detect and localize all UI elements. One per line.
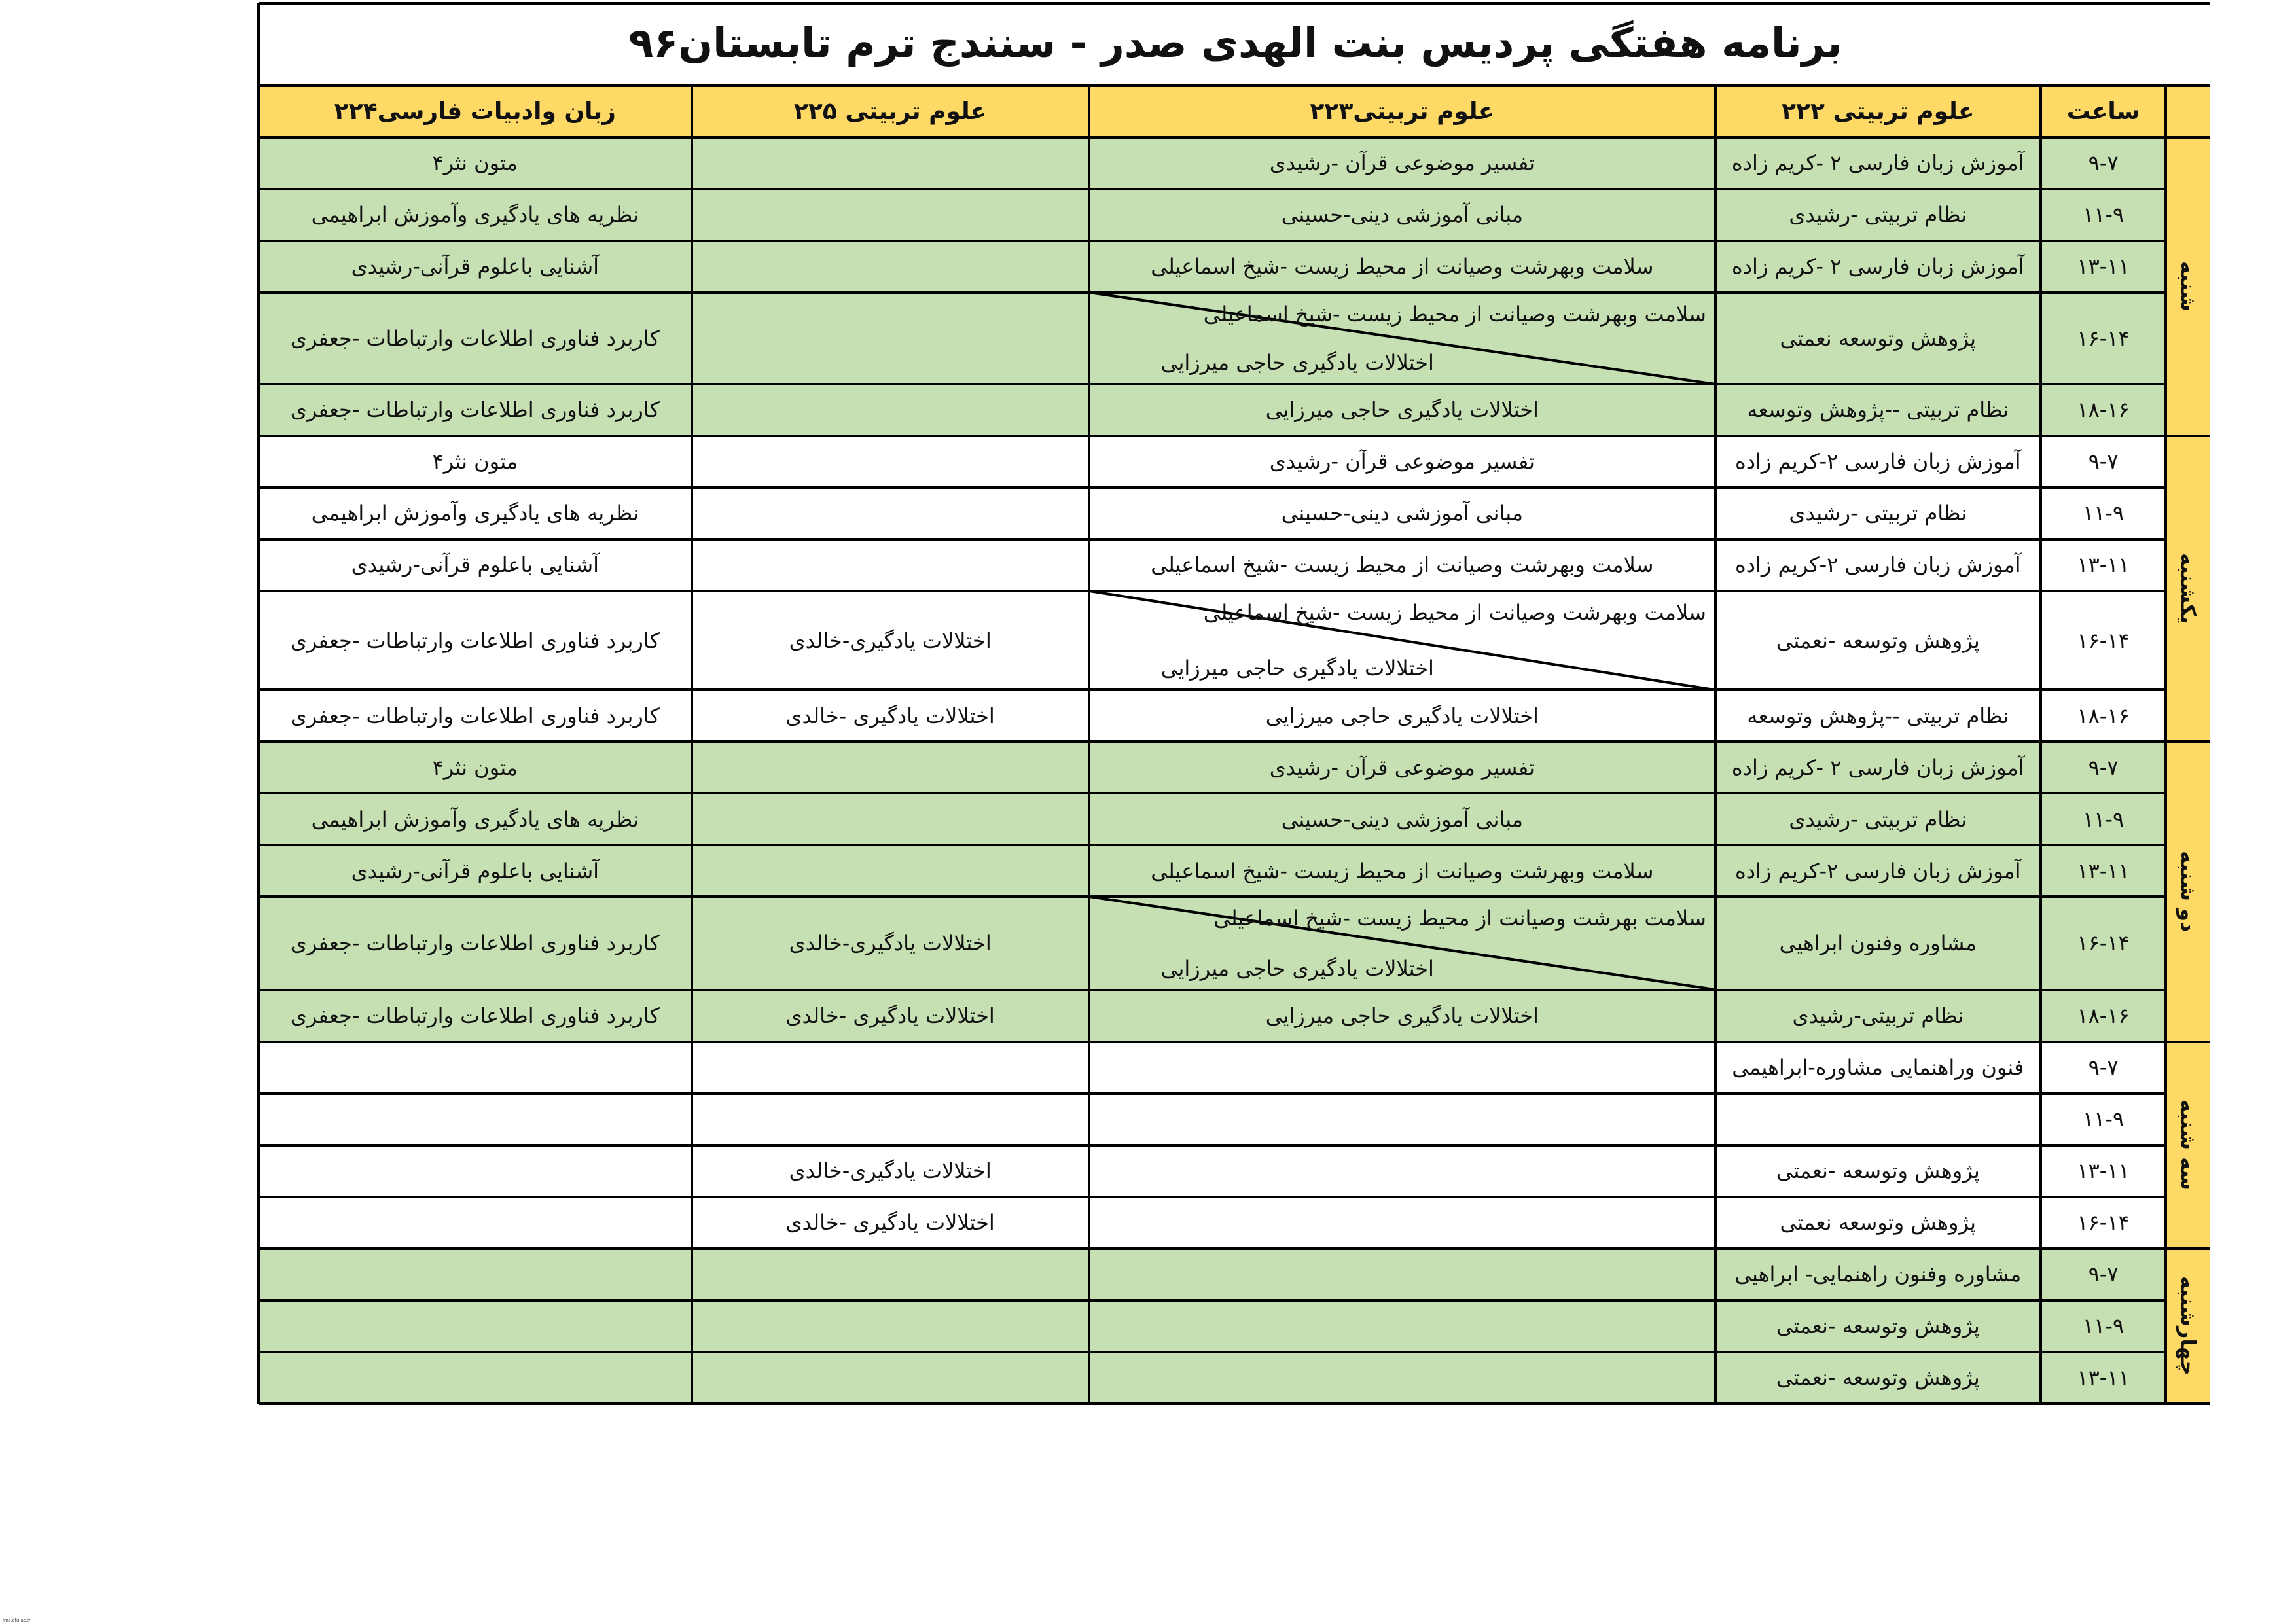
course-cell-224: نظریه های یادگیری وآموزش ابراهیمی (259, 189, 691, 241)
day-label: یکشنبه (2166, 436, 2210, 741)
split-course-bottom: اختلالات یادگیری حاجی میرزایی (1160, 955, 1434, 981)
course-cell-223 (1089, 1249, 1715, 1300)
time-cell: ۱۳-۱۱ (2041, 845, 2166, 897)
grid-line-h (259, 844, 2166, 846)
course-cell-222: نظام تربیتی-رشیدی (1715, 990, 2041, 1042)
time-cell: ۱۳-۱۱ (2041, 539, 2166, 591)
header-c222: علوم تربیتی ۲۲۲ (1715, 86, 2041, 137)
time-cell: ۹-۷ (2041, 1042, 2166, 1094)
grid-line-h (259, 1196, 2166, 1198)
course-cell-225 (692, 241, 1089, 293)
grid-line-h (259, 792, 2166, 794)
split-cell-223 (1089, 591, 1715, 690)
course-cell-222: نظام تربیتی --پژوهش وتوسعه (1715, 690, 2041, 741)
split-course-top: سلامت وبهرشت وصیانت از محیط زیست -شیخ اسماعیلی (1203, 301, 1706, 327)
course-cell-223: تفسیر موضوعی قرآن -رشیدی (1089, 741, 1715, 793)
course-cell-225: اختلالات یادگیری -خالدی (692, 1197, 1089, 1249)
table-top-border (259, 2, 2210, 5)
course-cell-222: پژوهش وتوسعه -نعمتی (1715, 1352, 2041, 1404)
time-cell: ۱۸-۱۶ (2041, 690, 2166, 741)
grid-line-h (259, 435, 2210, 437)
course-cell-224 (259, 1300, 691, 1352)
grid-line-v (1714, 86, 1717, 1404)
course-cell-224: متون نثر۴ (259, 137, 691, 189)
course-cell-223: سلامت وبهرشت وصیانت از محیط زیست -شیخ اسماعیلی (1089, 241, 1715, 293)
course-cell-223 (1089, 1042, 1715, 1094)
course-cell-225 (692, 793, 1089, 845)
time-cell: ۱۸-۱۶ (2041, 384, 2166, 436)
course-cell-223: مبانی آموزشی دینی-حسینی (1089, 189, 1715, 241)
page-title: برنامه هفتگی پردیس بنت الهدی صدر - سنندج ترم تابستان۹۶ (628, 19, 1842, 67)
course-cell-224: آشنایی باعلوم قرآنی-رشیدی (259, 539, 691, 591)
course-cell-225 (692, 1042, 1089, 1094)
course-cell-222: نظام تربیتی --پژوهش وتوسعه (1715, 384, 2041, 436)
course-cell-225 (692, 741, 1089, 793)
course-cell-224 (259, 1249, 691, 1300)
day-label: سه شنبه (2166, 1042, 2210, 1249)
course-cell-225: اختلالات یادگیری-خالدی (692, 897, 1089, 990)
course-cell-222: آموزش زبان فارسی ۲-کریم زاده (1715, 436, 2041, 488)
course-cell-224: کاربرد فناوری اطلاعات وارتباطات -جعفری (259, 897, 691, 990)
course-cell-224: کاربرد فناوری اطلاعات وارتباطات -جعفری (259, 591, 691, 690)
time-cell: ۱۳-۱۱ (2041, 1145, 2166, 1197)
course-cell-223: مبانی آموزشی دینی-حسینی (1089, 793, 1715, 845)
grid-line-h (259, 188, 2166, 190)
course-cell-223: تفسیر موضوعی قرآن -رشیدی (1089, 436, 1715, 488)
course-cell-223 (1089, 1145, 1715, 1197)
course-cell-225 (692, 1352, 1089, 1404)
course-cell-225 (692, 1249, 1089, 1300)
time-cell: ۱۳-۱۱ (2041, 241, 2166, 293)
course-cell-223 (1089, 1300, 1715, 1352)
time-cell: ۱۱-۹ (2041, 488, 2166, 539)
grid-line-h (259, 989, 2166, 991)
course-cell-222: پژوهش وتوسعه نعمتی (1715, 293, 2041, 384)
grid-line-h (259, 590, 2166, 592)
course-cell-222: آموزش زبان فارسی ۲ -کریم زاده (1715, 241, 2041, 293)
grid-line-h (259, 240, 2166, 242)
course-cell-223: سلامت وبهرشت وصیانت از محیط زیست -شیخ اسماعیلی (1089, 539, 1715, 591)
course-cell-224: متون نثر۴ (259, 436, 691, 488)
course-cell-222: آموزش زبان فارسی ۲ -کریم زاده (1715, 741, 2041, 793)
course-cell-223: اختلالات یادگیری حاجی میرزایی (1089, 990, 1715, 1042)
grid-line-h (259, 740, 2210, 743)
day-label: چهارشنبه (2166, 1249, 2210, 1404)
course-cell-224 (259, 1197, 691, 1249)
grid-line-h (259, 895, 2166, 898)
course-cell-223 (1089, 1094, 1715, 1145)
course-cell-222 (1715, 1094, 2041, 1145)
time-cell: ۹-۷ (2041, 436, 2166, 488)
course-cell-225 (692, 539, 1089, 591)
course-cell-224: نظریه های یادگیری وآموزش ابراهیمی (259, 488, 691, 539)
grid-line-v (691, 86, 693, 1404)
course-cell-224: کاربرد فناوری اطلاعات وارتباطات -جعفری (259, 293, 691, 384)
course-cell-225: اختلالات یادگیری -خالدی (692, 990, 1089, 1042)
header-day-corner (2166, 86, 2210, 137)
grid-line-v (2039, 86, 2042, 1404)
header-c224: زبان وادبیات فارسی۲۲۴ (259, 86, 691, 137)
time-cell: ۱۱-۹ (2041, 189, 2166, 241)
time-cell: ۱۶-۱۴ (2041, 591, 2166, 690)
split-course-top: سلامت وبهرشت وصیانت از محیط زیست -شیخ اسماعیلی (1203, 600, 1706, 625)
course-cell-224: نظریه های یادگیری وآموزش ابراهیمی (259, 793, 691, 845)
course-cell-222: فنون وراهنمایی مشاوره-ابراهیمی (1715, 1042, 2041, 1094)
header-time: ساعت (2041, 86, 2166, 137)
course-cell-225: اختلالات یادگیری -خالدی (692, 690, 1089, 741)
course-cell-224: کاربرد فناوری اطلاعات وارتباطات -جعفری (259, 384, 691, 436)
header-bottom-border (259, 136, 2210, 139)
time-cell: ۹-۷ (2041, 1249, 2166, 1300)
course-cell-224: کاربرد فناوری اطلاعات وارتباطات -جعفری (259, 990, 691, 1042)
course-cell-225 (692, 137, 1089, 189)
split-course-bottom: اختلالات یادگیری حاجی میرزایی (1160, 349, 1434, 375)
footer-watermark: lms.cfu.ac.ir (3, 1618, 31, 1623)
grid-line-h (259, 1351, 2166, 1353)
course-cell-222: نظام تربیتی -رشیدی (1715, 189, 2041, 241)
course-cell-225 (692, 384, 1089, 436)
header-c225: علوم تربیتی ۲۲۵ (692, 86, 1089, 137)
time-cell: ۱۳-۱۱ (2041, 1352, 2166, 1404)
course-cell-225 (692, 1300, 1089, 1352)
grid-line-v (1088, 86, 1090, 1404)
time-cell: ۱۱-۹ (2041, 793, 2166, 845)
course-cell-223 (1089, 1352, 1715, 1404)
course-cell-222: نظام تربیتی -رشیدی (1715, 488, 2041, 539)
course-cell-223: تفسیر موضوعی قرآن -رشیدی (1089, 137, 1715, 189)
time-cell: ۱۱-۹ (2041, 1094, 2166, 1145)
split-cell-223 (1089, 293, 1715, 384)
grid-line-h (259, 1247, 2210, 1250)
grid-line-v (2164, 86, 2167, 1404)
course-cell-224: آشنایی باعلوم قرآنی-رشیدی (259, 241, 691, 293)
course-cell-224 (259, 1042, 691, 1094)
course-cell-223: مبانی آموزشی دینی-حسینی (1089, 488, 1715, 539)
table-left-border (257, 3, 260, 1404)
course-cell-223 (1089, 1197, 1715, 1249)
course-cell-225: اختلالات یادگیری-خالدی (692, 1145, 1089, 1197)
day-label: شنبه (2166, 137, 2210, 436)
course-cell-222: پژوهش وتوسعه -نعمتی (1715, 1300, 2041, 1352)
time-cell: ۱۶-۱۴ (2041, 293, 2166, 384)
course-cell-222: پژوهش وتوسعه -نعمتی (1715, 1145, 2041, 1197)
course-cell-225 (692, 189, 1089, 241)
course-cell-225 (692, 436, 1089, 488)
day-label: دو شنبه (2166, 741, 2210, 1041)
time-cell: ۹-۷ (2041, 137, 2166, 189)
course-cell-222: نظام تربیتی -رشیدی (1715, 793, 2041, 845)
course-cell-222: آموزش زبان فارسی ۲ -کریم زاده (1715, 137, 2041, 189)
course-cell-224 (259, 1145, 691, 1197)
time-cell: ۱۸-۱۶ (2041, 990, 2166, 1042)
header-top-border (259, 84, 2210, 87)
grid-line-h (259, 383, 2166, 385)
course-cell-223: اختلالات یادگیری حاجی میرزایی (1089, 384, 1715, 436)
course-cell-222: مشاوره وفنون راهنمایی- ابراهیی (1715, 1249, 2041, 1300)
time-cell: ۹-۷ (2041, 741, 2166, 793)
course-cell-224 (259, 1352, 691, 1404)
split-course-bottom: اختلالات یادگیری حاجی میرزایی (1160, 656, 1434, 681)
course-cell-225: اختلالات یادگیری-خالدی (692, 591, 1089, 690)
course-cell-225 (692, 488, 1089, 539)
course-cell-223: سلامت وبهرشت وصیانت از محیط زیست -شیخ اسماعیلی (1089, 845, 1715, 897)
course-cell-222: پژوهش وتوسعه نعمتی (1715, 1197, 2041, 1249)
grid-line-h (259, 486, 2166, 489)
time-cell: ۱۱-۹ (2041, 1300, 2166, 1352)
grid-line-h (259, 1092, 2166, 1095)
course-cell-225 (692, 293, 1089, 384)
course-cell-225 (692, 1094, 1089, 1145)
course-cell-222: مشاوره وفنون ابراهیی (1715, 897, 2041, 990)
time-cell: ۱۶-۱۴ (2041, 1197, 2166, 1249)
grid-line-h (259, 538, 2166, 541)
split-cell-223 (1089, 897, 1715, 990)
header-c223: علوم تربیتی۲۲۳ (1089, 86, 1715, 137)
course-cell-222: آموزش زبان فارسی ۲-کریم زاده (1715, 539, 2041, 591)
course-cell-224 (259, 1094, 691, 1145)
split-course-top: سلامت بهرشت وصیانت از محیط زیست -شیخ اسماعیلی (1213, 906, 1706, 931)
grid-line-h (259, 1299, 2166, 1302)
course-cell-222: پژوهش وتوسعه -نعمتی (1715, 591, 2041, 690)
course-cell-224: کاربرد فناوری اطلاعات وارتباطات -جعفری (259, 690, 691, 741)
grid-line-h (259, 1041, 2210, 1043)
course-cell-224: آشنایی باعلوم قرآنی-رشیدی (259, 845, 691, 897)
grid-line-h (259, 1402, 2210, 1405)
grid-line-h (259, 1144, 2166, 1147)
grid-line-h (259, 688, 2166, 691)
course-cell-225 (692, 845, 1089, 897)
time-cell: ۱۶-۱۴ (2041, 897, 2166, 990)
grid-line-h (259, 291, 2166, 294)
course-cell-223: اختلالات یادگیری حاجی میرزایی (1089, 690, 1715, 741)
course-cell-222: آموزش زبان فارسی ۲-کریم زاده (1715, 845, 2041, 897)
course-cell-224: متون نثر۴ (259, 741, 691, 793)
